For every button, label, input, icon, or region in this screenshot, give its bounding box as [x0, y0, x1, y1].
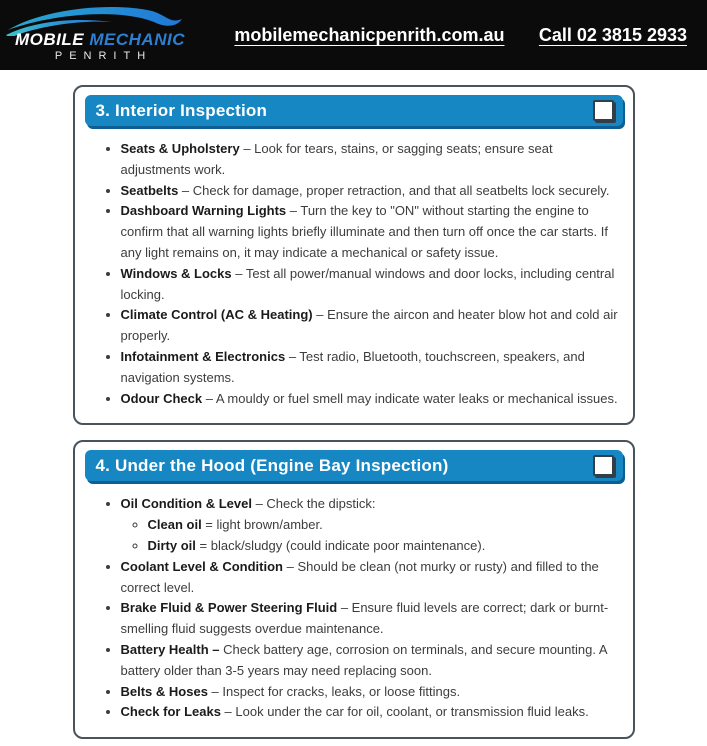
logo-word-mobile: MOBILE	[15, 30, 85, 49]
card-title: 3. Interior Inspection	[95, 100, 268, 120]
checklist-item: • Brake Fluid & Power Steering Fluid – Ensure fluid levels are correct; dark or burnt-smelling fluid suggests overdue maintenance.	[121, 598, 619, 640]
checklist-item: • Belts & Hoses – Inspect for cracks, leaks, or loose fittings.	[121, 682, 619, 703]
item-keyword: Infotainment & Electronics	[120, 348, 286, 364]
item-keyword: Coolant Level & Condition	[120, 558, 283, 574]
call-phone-link[interactable]: Call 02 3815 2933	[538, 24, 687, 45]
item-keyword: Brake Fluid & Power Steering Fluid	[120, 600, 338, 616]
checklist-item: • Check for Leaks – Look under the car for oil, coolant, or transmission fluid leaks.	[121, 702, 619, 723]
checklist-item: • Infotainment & Electronics – Test radio, Bluetooth, touchscreen, speakers, and navigation systems.	[121, 347, 619, 389]
item-keyword: Oil Condition & Level	[120, 496, 252, 512]
item-keyword: Seatbelts	[120, 182, 179, 198]
checklist-subitem: ◦ Dirty oil = black/sludgy (could indicate poor maintenance).	[148, 536, 619, 557]
logo-title	[12, 30, 188, 50]
item-keyword: Dashboard Warning Lights	[120, 203, 287, 219]
checklist-item: • Climate Control (AC & Heating) – Ensure the aircon and heater blow hot and cold air properly.	[121, 305, 619, 347]
header	[0, 0, 707, 70]
checklist-items	[85, 494, 623, 723]
checklist-item: • Seats & Upholstery – Look for tears, stains, or sagging seats; ensure seat adjustments work.	[121, 139, 619, 181]
logo-subtitle: PENRITH	[54, 50, 153, 62]
card-header	[85, 95, 623, 126]
section-checkbox[interactable]	[593, 455, 614, 476]
checklist-item: • Odour Check – A mouldy or fuel smell may indicate water leaks or mechanical issues.	[121, 389, 619, 410]
item-keyword: Windows & Locks	[120, 265, 232, 281]
item-keyword: Dirty oil	[147, 537, 196, 553]
card-header	[85, 450, 623, 481]
checklist-card	[73, 85, 635, 425]
item-keyword: Odour Check	[120, 390, 203, 406]
checklist-item: • Battery Health – Check battery age, corrosion on terminals, and secure mounting. A battery older than 3-5 years may need replacing soon.	[121, 640, 619, 682]
item-keyword: Climate Control (AC & Heating)	[120, 307, 313, 323]
checklist-item: • Seatbelts – Check for damage, proper retraction, and that all seatbelts lock securely.	[121, 181, 619, 202]
checklist-card	[73, 440, 635, 739]
section-checkbox[interactable]	[593, 100, 614, 121]
checklist-subitems	[121, 515, 619, 557]
checklist-items	[85, 139, 623, 409]
card-title: 4. Under the Hood (Engine Bay Inspection)	[95, 455, 449, 475]
checklist-item: • Oil Condition & Level – Check the dipstick: ◦ Clean oil = light brown/amber. ◦ Dirty oil = black/sludgy (could indicate poor maintenance).	[121, 494, 619, 556]
item-keyword: Belts & Hoses	[120, 683, 208, 699]
item-keyword: Check for Leaks	[120, 704, 221, 720]
checklist-item: • Coolant Level & Condition – Should be clean (not murky or rusty) and filled to the correct level.	[121, 557, 619, 599]
logo	[0, 0, 200, 70]
checklist-item: • Windows & Locks – Test all power/manual windows and door locks, including central locking.	[121, 264, 619, 306]
checklist	[0, 70, 707, 739]
checklist-item: • Dashboard Warning Lights – Turn the key to "ON" without starting the engine to confirm that all warning lights briefly illuminate and then turn off once the car starts. If any light remains on, it may indicate a mechanical or safety issue.	[121, 201, 619, 263]
website-link[interactable]: mobilemechanicpenrith.com.au	[234, 24, 505, 45]
logo-word-mechanic: MECHANIC	[89, 30, 185, 49]
checklist-subitem: ◦ Clean oil = light brown/amber.	[148, 515, 619, 536]
item-keyword: Seats & Upholstery	[120, 141, 240, 156]
item-keyword: Battery Health –	[120, 641, 220, 657]
item-keyword: Clean oil	[147, 517, 202, 533]
